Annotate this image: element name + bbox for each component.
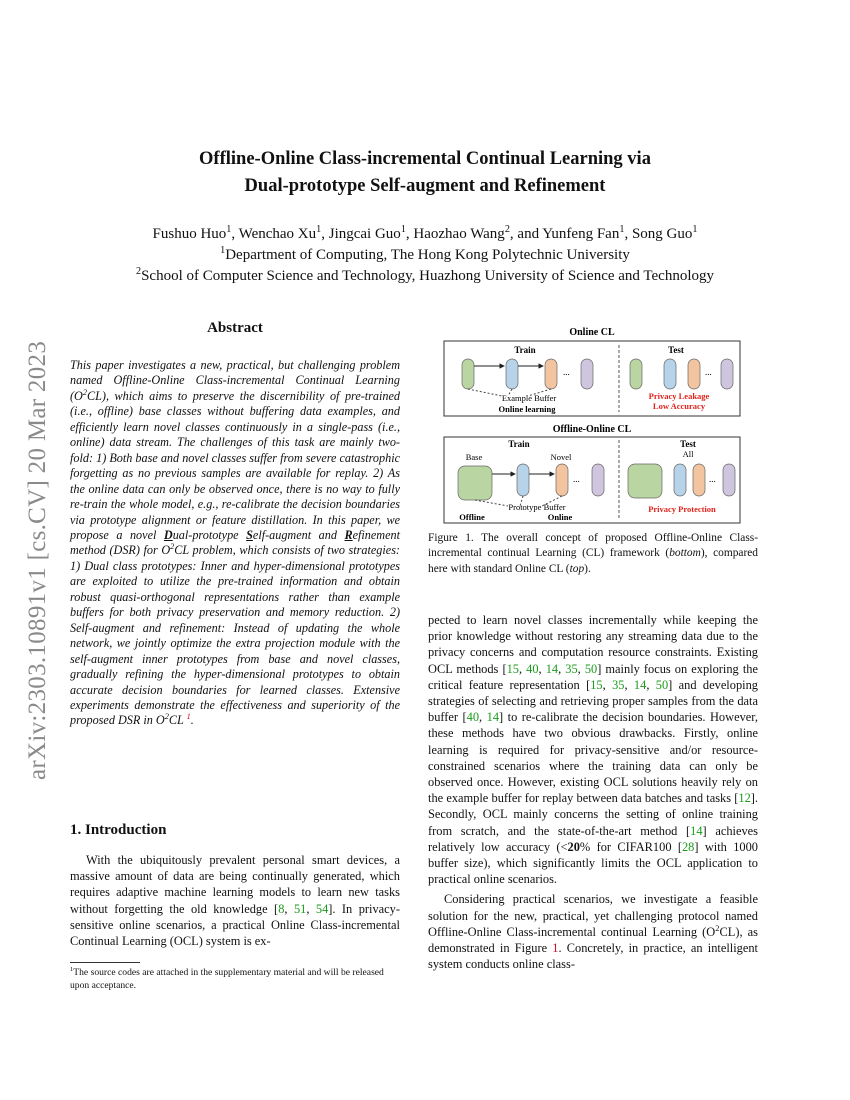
abstract-heading: Abstract (207, 320, 263, 336)
fig-top-class-block-purple (581, 359, 593, 389)
citation-link[interactable]: 50 (655, 677, 669, 692)
author-list: Fushuo Huo$^1$, Wenchao Xu$^1$, Jingcai Guo$^1$, Haozhao Wang$^2$, and Yunfeng Fan$^1$, Song Guo$^1$ (152, 224, 698, 242)
citation-link[interactable]: 8 (278, 901, 285, 916)
right-column-text (428, 612, 758, 972)
affiliation-mark: 1 (400, 224, 406, 235)
citation-link[interactable]: 35 (612, 677, 625, 692)
title-line-2: Dual-prototype Self-augment and Refinement (244, 176, 606, 196)
affiliation-2: $^2$School of Computer Science and Technology, Huazhong University of Science and Technology (136, 266, 714, 284)
fig-novel-label: Novel (550, 452, 572, 462)
fig-online-cl-title: Online CL (569, 327, 615, 338)
fig-top-class-block-blue (506, 359, 518, 389)
paragraph-considering: Considering practical scenarios, we investigate a feasible solution for the new, practical, yet challenging protocol named Offline-Online Class-incremental continual Learning $(O^2CL)$, as demonstrated in Figure 1. Concretely, in practice, an intelligent system conducts online class- (428, 892, 758, 972)
svg-text:...: ... (563, 367, 570, 377)
fig-online-learning-label: Online learning (498, 404, 556, 414)
author-name: Song Guo (631, 226, 693, 242)
citation-link[interactable]: 12 (738, 791, 751, 806)
introduction-paragraph: With the ubiquitously prevalent personal smart devices, a massive amount of data are being continually generated, which requires adaptive machine learning models to learn new tasks without forgetting the old knowledge [8, 51, 54]. In privacy-sensitive online scenarios, a practical Online Class-incremental Continual Learning (OCL) system is ex- (70, 853, 400, 949)
footnote: $^1$The source codes are attached in the supplementary material and will be released upon acceptance. (70, 965, 384, 991)
introduction-heading: 1. Introduction (70, 822, 167, 838)
citation-link[interactable]: 50 (584, 661, 598, 676)
author-name: Jingcai Guo (328, 226, 401, 242)
affiliation-mark: 1 (226, 224, 232, 235)
arxiv-identifier: arXiv:2303.10891v1 [cs.CV] 20 Mar 2023 (24, 340, 51, 780)
fig-top-class-block-green (462, 359, 474, 389)
citation-link[interactable]: 40 (526, 661, 539, 676)
citation-link[interactable]: 40 (466, 710, 480, 725)
fig-privacy-protection-label: Privacy Protection (648, 504, 716, 514)
fig-top-train-label: Train (514, 345, 536, 355)
footnote-divider (70, 962, 140, 963)
fig-online-label: Online (547, 512, 573, 522)
citation-link[interactable]: 54 (315, 901, 329, 916)
figure-1-caption: Figure 1. The overall concept of proposed Offline-Online Class-incremental continual Learning (CL) framework (bottom), compared here with standard Online CL (top). (428, 532, 758, 575)
citation-link[interactable]: 14 (545, 661, 559, 676)
fig-low-accuracy-label: Low Accuracy (652, 401, 706, 411)
abstract-text: This paper investigates a new, practical, but challenging problem named Offline-Online Class-incremental Continual Learning $(O^2CL)$, which aims to preserve the discernibility of pre-trained (i.e., offline) base classes without buffering data examples, and efficiently learn novel classes continuously in a single-pass (i.e., online) data stream. The challenges of this task are mainly two-fold: 1) Both base and novel classes suffer from severe catastrophic forgetting as no previous samples are available for replay. 2) As the online data can only be observed once, there is no way to fully re-train the whole model, e.g., re-calibrate the decision boundaries via prototype alignment or feature distillation. In this paper, we propose a novel Dual-prototype Self-augment and Refinement method (DSR) for $O^2CL$ problem, which consists of two strategies: 1) Dual class prototypes: Inner and hyper-dimensional prototypes are exploited to utilize the pre-trained information and obtain robust quasi-orthogonal representations rather than example buffers for both privacy preservation and memory reduction. 2) Self-augment and refinement: Instead of updating the whole network, we jointly optimize the extra projection module with the self-augment inner prototypes from base and novel classes, gradually refining the hyper-dimensional prototypes to obtain accurate decision boundaries for learned classes. Extensive experiments demonstrate the effectiveness and superiority of the proposed DSR in $O^2CL$ $^1$. (70, 358, 400, 728)
paper-title (100, 146, 750, 200)
fig-prototype-buffer-label: Prototype Buffer (508, 502, 566, 512)
citation-link[interactable]: 15 (506, 661, 519, 676)
citation-link[interactable]: 51 (293, 901, 307, 916)
svg-text:...: ... (709, 474, 716, 484)
citation-link[interactable]: 35 (565, 661, 578, 676)
footnote-link[interactable]: 1 (186, 712, 191, 722)
affiliation-mark: 1 (316, 224, 322, 235)
citation-link[interactable]: 14 (633, 677, 647, 692)
citation-link[interactable]: 28 (681, 839, 695, 854)
figure-1 (442, 326, 742, 524)
citation-link[interactable]: 14 (690, 823, 703, 838)
author-name: Wenchao Xu (238, 226, 317, 242)
citation-link[interactable]: 14 (486, 710, 500, 725)
figure-1-diagram (442, 326, 742, 524)
affiliation-1: $^1$Department of Computing, The Hong Kong Polytechnic University (220, 245, 630, 263)
affiliation-mark: 2 (504, 224, 510, 235)
fig-base-label: Base (465, 452, 483, 462)
citation-link[interactable]: 15 (590, 677, 603, 692)
paragraph-continuation: pected to learn novel classes incrementally while keeping the prior knowledge without restoring any streaming data due to the privacy concerns and computation resource constraints. Existing OCL methods [15, 40, 14, 35, 50] mainly focus on exploring the critical feature representation [15, 35, 14, 50] and developing strategies of selecting and retrieving proper samples from the data buffer [40, 14] to re-calibrate the decision boundaries. However, these methods have two obvious drawbacks. Firstly, online learning is required for privacy-sensitive and/or resource-constrained scenarios where the training data can only be observed once. However, existing OCL solutions heavily rely on the example buffer for replay between data batches and tasks [12]. Secondly, OCL mainly concerns the setting of online training from scratch, and the state-of-the-art method [14] achieves relatively low accuracy (<20% for CIFAR100 [28] with 1000 buffer size), which significantly limits the OCL application to practical online scenarios. (428, 613, 758, 887)
fig-bottom-all-label: All (682, 449, 694, 459)
author-name: Yunfeng Fan (542, 226, 620, 242)
arxiv-stamp (18, 290, 58, 780)
author-block (60, 224, 790, 287)
affiliation-mark: 1 (619, 224, 625, 235)
svg-text:...: ... (573, 474, 580, 484)
author-name: Fushuo Huo (152, 226, 227, 242)
figure-link[interactable]: 1 (552, 941, 559, 956)
fig-base-block (458, 466, 492, 500)
fig-privacy-leakage-label: Privacy Leakage (648, 391, 710, 401)
affiliation-mark: 1 (692, 224, 698, 235)
author-name: Haozhao Wang (413, 226, 505, 242)
fig-offline-online-cl-title: Offline-Online CL (552, 424, 632, 435)
svg-text:...: ... (705, 367, 712, 377)
fig-top-class-block-orange (545, 359, 557, 389)
title-line-1: Offline-Online Class-incremental Continual Learning via (199, 149, 651, 169)
fig-top-test-label: Test (668, 345, 684, 355)
fig-bottom-test-label: Test (680, 439, 696, 449)
fig-offline-label: Offline (459, 512, 485, 522)
fig-example-buffer-label: Example Buffer (501, 393, 557, 403)
fig-bottom-train-label: Train (508, 439, 530, 449)
